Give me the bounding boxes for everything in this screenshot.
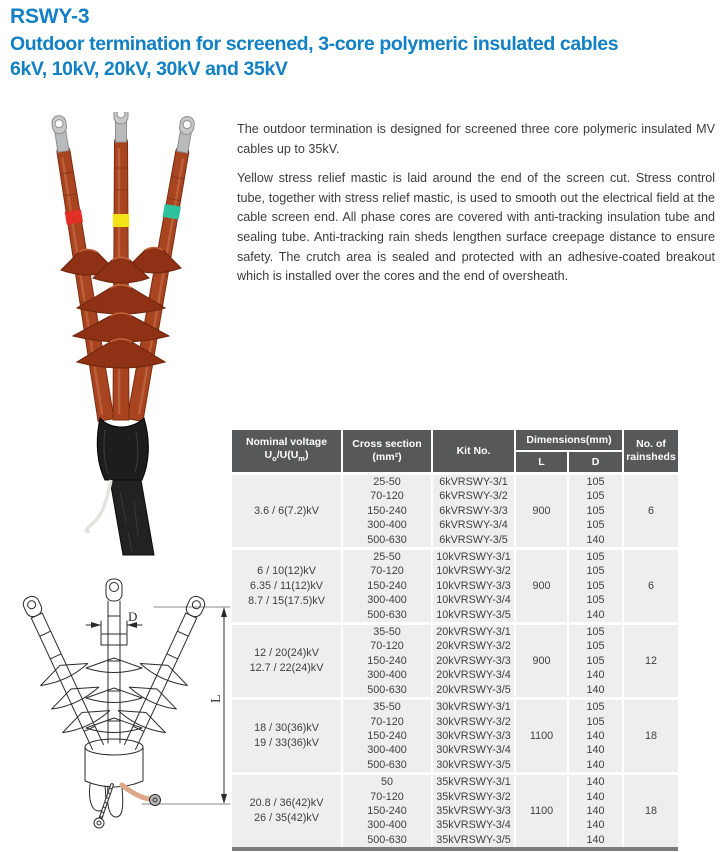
- table-row: 12 / 20(24)kV 12.7 / 22(24)kV 35-50 20kVRSWY-3/1 900 105 12: [232, 624, 678, 640]
- dimension-label-l: L: [209, 694, 224, 703]
- voltage-cell: 12 / 20(24)kV 12.7 / 22(24)kV: [232, 624, 342, 699]
- length-cell: 900: [515, 624, 568, 699]
- table-row: 70-120 35kVRSWY-3/2 140: [232, 790, 678, 804]
- table-row: 300-400 6kVRSWY-3/4 105: [232, 518, 678, 532]
- dimension-drawing: [2, 571, 234, 851]
- header-cross-section: Cross section (mm²): [342, 430, 432, 474]
- dimension-drawing-graphic: [2, 571, 234, 851]
- table-row: 70-120 6kVRSWY-3/2 105: [232, 489, 678, 503]
- table-row: 500-630 30kVRSWY-3/5 140: [232, 758, 678, 774]
- length-cell: 1100: [515, 774, 568, 850]
- page-title: RSWY-3: [10, 5, 90, 28]
- breakout-boot: [97, 418, 148, 480]
- product-photo: [8, 112, 230, 557]
- page-subtitle: Outdoor termination for screened, 3-core polymeric insulated cables: [10, 33, 619, 55]
- table-row: 70-120 10kVRSWY-3/2 105: [232, 564, 678, 578]
- termination-photo-graphic: [8, 112, 230, 557]
- table-row: 150-240 30kVRSWY-3/3 140: [232, 729, 678, 743]
- table-row: 300-400 10kVRSWY-3/4 105: [232, 593, 678, 607]
- header-nominal-voltage: Nominal voltage $U_o/U(U_m)$: [232, 430, 342, 474]
- table-row: 300-400 35kVRSWY-3/4 140: [232, 818, 678, 832]
- rainsheds-cell: 12: [623, 624, 678, 699]
- length-cell: 1100: [515, 699, 568, 774]
- rain-sheds: [61, 248, 181, 369]
- dimension-label-d: D: [128, 609, 138, 624]
- table-row: 18 / 30(36)kV 19 / 33(36)kV 35-50 30kVRSWY-3/1 1100 105 18: [232, 699, 678, 715]
- table-row: 500-630 20kVRSWY-3/5 140: [232, 683, 678, 699]
- length-cell: 900: [515, 549, 568, 624]
- header-rainsheds: No. of rainsheds: [623, 430, 678, 474]
- rainsheds-cell: 6: [623, 549, 678, 624]
- voltage-cell: 20.8 / 36(42)kV 26 / 35(42)kV: [232, 774, 342, 850]
- voltage-cell: 3.6 / 6(7.2)kV: [232, 474, 342, 549]
- table-row: 150-240 10kVRSWY-3/3 105: [232, 579, 678, 593]
- rainsheds-cell: 18: [623, 699, 678, 774]
- phase-band-yellow: [113, 214, 129, 227]
- title-block: [10, 2, 716, 81]
- table-row: 70-120 30kVRSWY-3/2 105: [232, 715, 678, 729]
- voltage-cell: 18 / 30(36)kV 19 / 33(36)kV: [232, 699, 342, 774]
- rainsheds-cell: 18: [623, 774, 678, 850]
- header-dimensions: Dimensions(mm): [515, 430, 623, 451]
- table-header: [232, 430, 678, 474]
- length-cell: 900: [515, 474, 568, 549]
- header-dimension-d: D: [568, 451, 623, 474]
- page-subtitle-voltages: 6kV, 10kV, 20kV, 30kV and 35kV: [10, 57, 288, 80]
- cable-oversheath: [110, 480, 154, 555]
- description-paragraph-2: Yellow stress relief mastic is laid around the end of the screen cut. Stress control tube, together with stress relief mastic, is used to smooth out the electrical field at the cable screen end. All phase cores are covered with anti-tracking insulation tube and sealing tube. Anti-tracking rain sheds lengthen surface creepage distance to ensure safety. The crutch area is sealed and protected with an adhesive-coated breakout which is installed over the cores and the end of oversheath.: [237, 171, 715, 284]
- table-row: 500-630 35kVRSWY-3/5 140: [232, 833, 678, 849]
- table-row: 70-120 20kVRSWY-3/2 105: [232, 639, 678, 653]
- table-row: 150-240 35kVRSWY-3/3 140: [232, 804, 678, 818]
- table-row: 500-630 10kVRSWY-3/5 140: [232, 608, 678, 624]
- specification-table: [232, 430, 678, 851]
- voltage-cell: 6 / 10(12)kV 6.35 / 11(12)kV 8.7 / 15(17.5)kV: [232, 549, 342, 624]
- table-row: 3.6 / 6(7.2)kV 25-50 6kVRSWY-3/1 900 105 6: [232, 474, 678, 490]
- description-paragraph-1: The outdoor termination is designed for screened three core polymeric insulated MV cables up to 35kV.: [237, 122, 715, 156]
- table-row: 20.8 / 36(42)kV 26 / 35(42)kV 50 35kVRSWY-3/1 1100 140 18: [232, 774, 678, 790]
- pull-string: [86, 480, 111, 532]
- table-row: 150-240 20kVRSWY-3/3 105: [232, 654, 678, 668]
- rainsheds-cell: 6: [623, 474, 678, 549]
- table-row: 300-400 30kVRSWY-3/4 140: [232, 743, 678, 757]
- header-kit-no: Kit No.: [432, 430, 515, 474]
- table-row: 150-240 6kVRSWY-3/3 105: [232, 504, 678, 518]
- header-dimension-l: L: [515, 451, 568, 474]
- phase-band-red: [65, 209, 83, 224]
- table-row: 300-400 20kVRSWY-3/4 140: [232, 668, 678, 682]
- description: [237, 120, 715, 297]
- table-row: 6 / 10(12)kV 6.35 / 11(12)kV 8.7 / 15(17.5)kV 25-50 10kVRSWY-3/1 900 105 6: [232, 549, 678, 565]
- table-row: 500-630 6kVRSWY-3/5 140: [232, 533, 678, 549]
